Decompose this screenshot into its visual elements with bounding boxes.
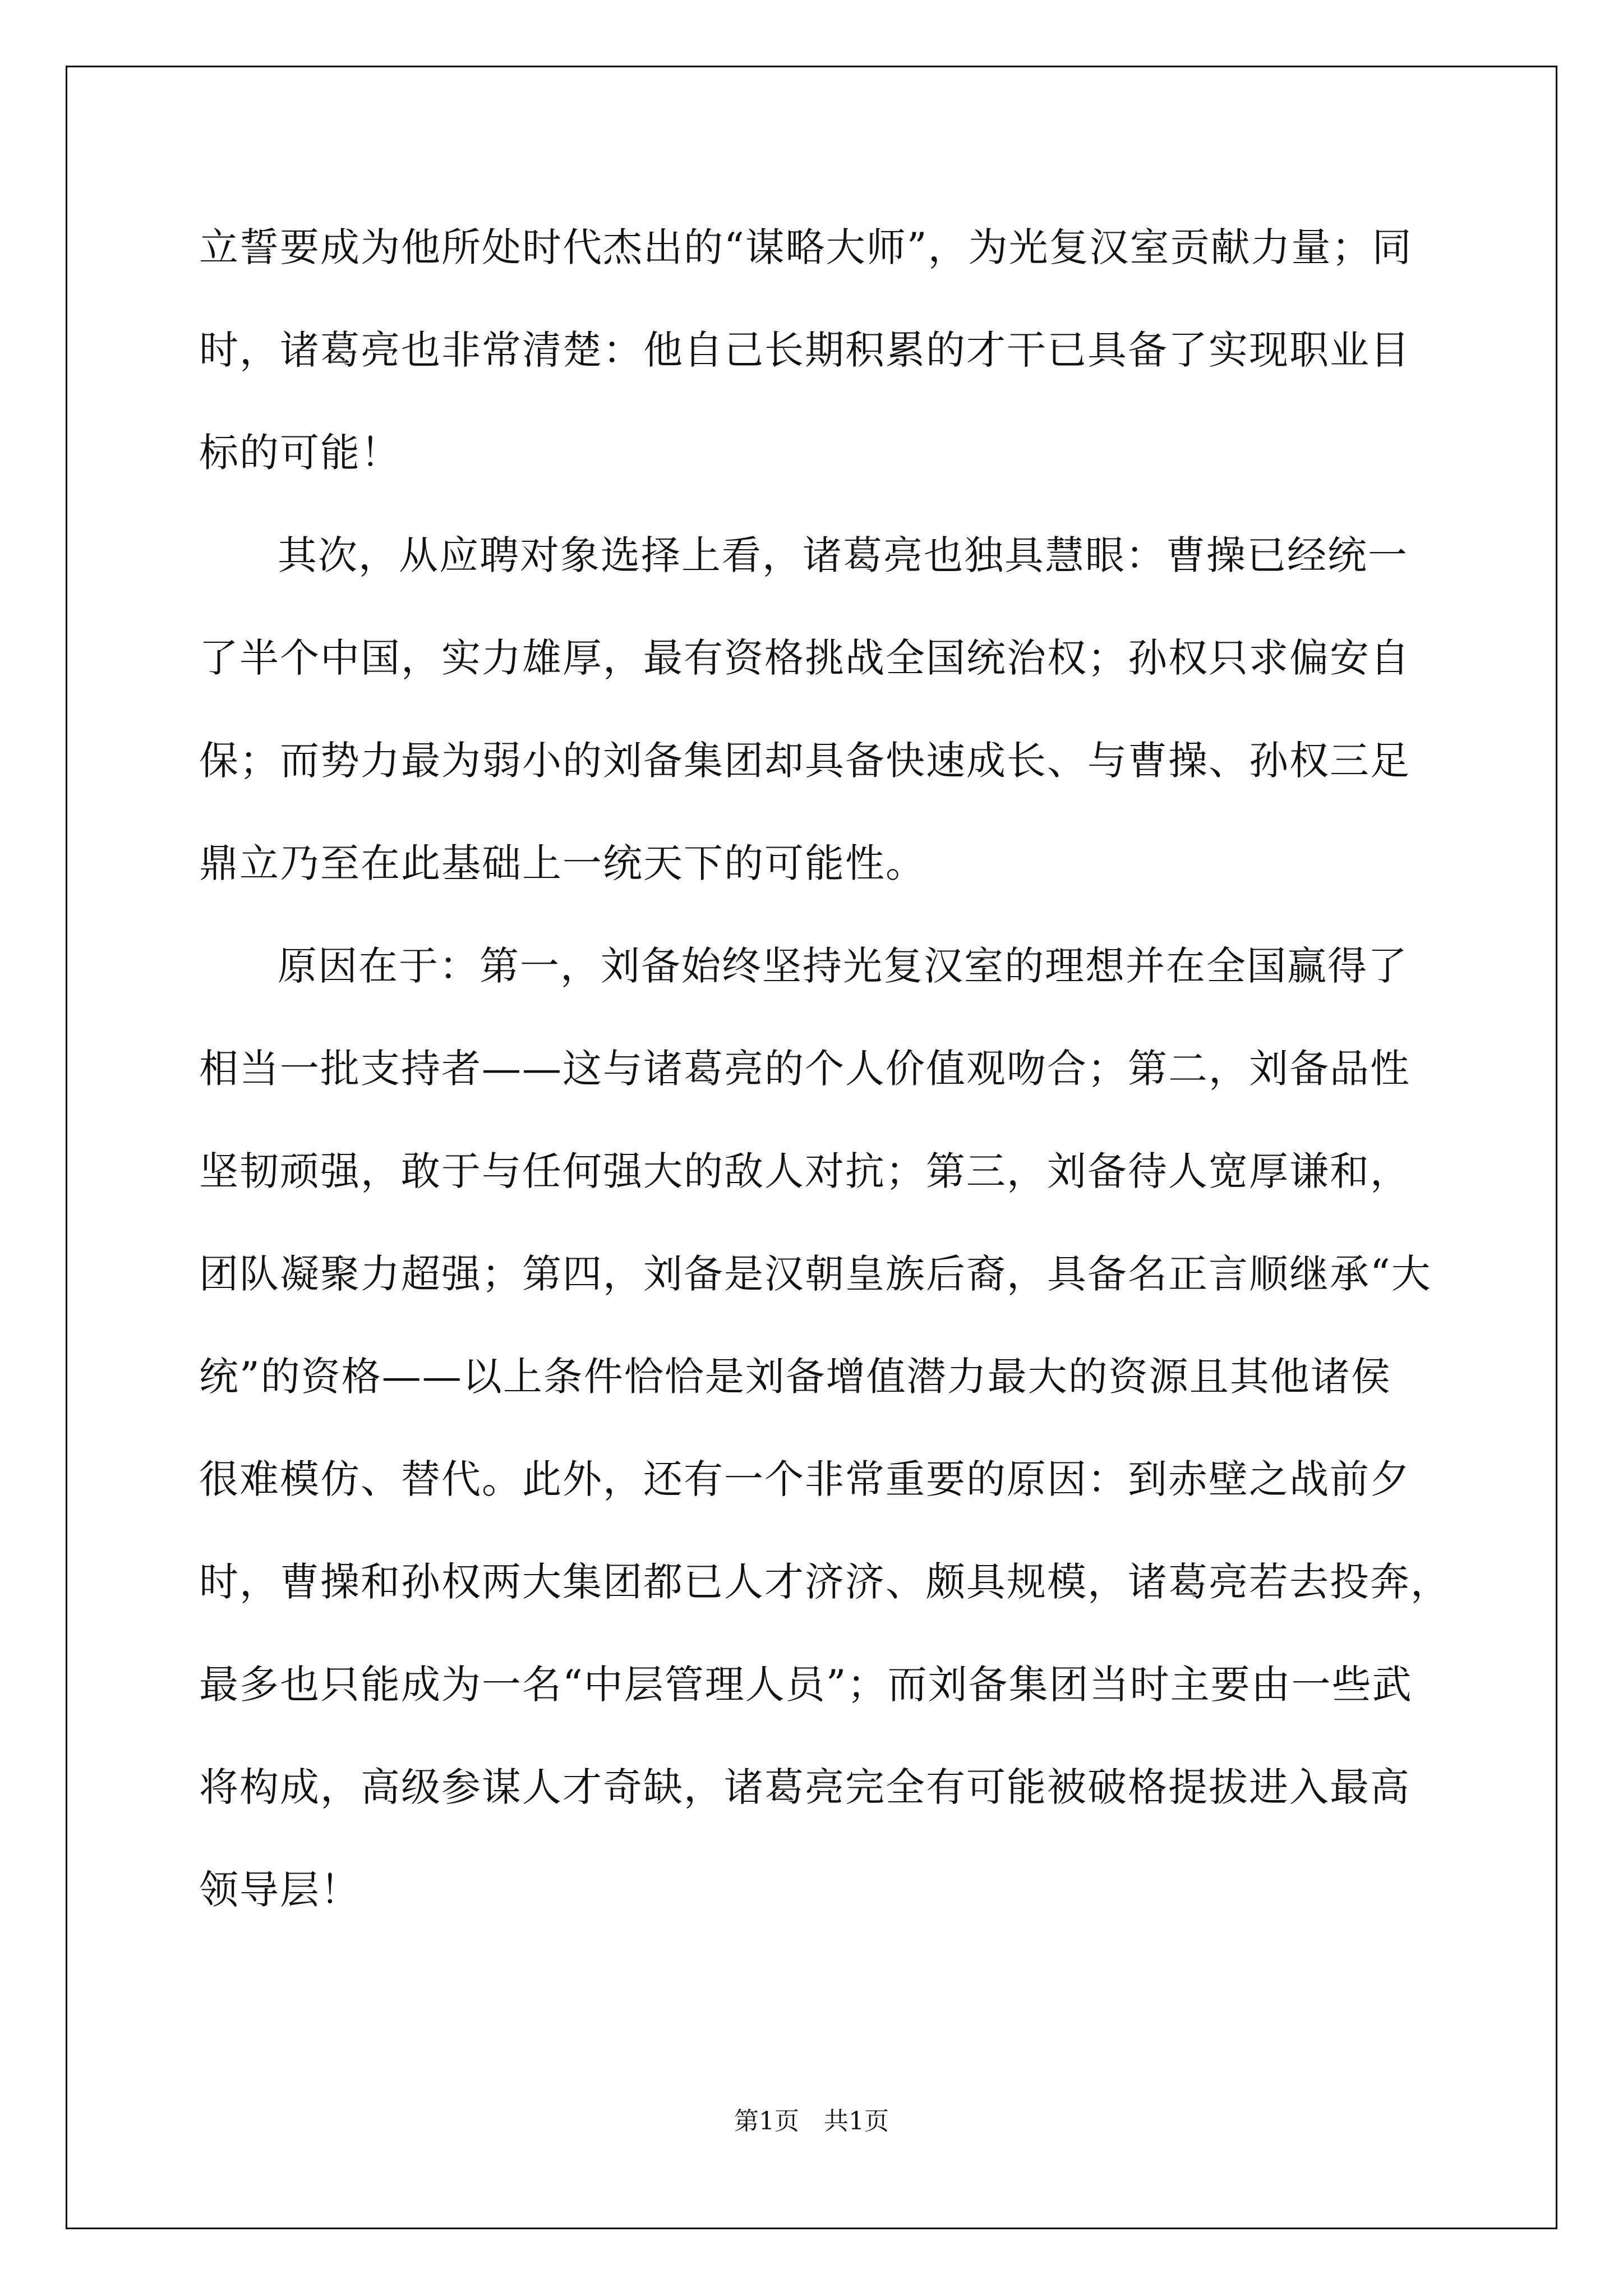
text-line: 标的可能！ xyxy=(199,430,401,476)
text-line: 立誓要成为他所处时代杰出的“谋略大师”，为光复汉室贡献力量；同 xyxy=(199,224,1413,270)
document-body xyxy=(199,196,1450,1941)
text-line: 坚韧顽强，敢于与任何强大的敌人对抗；第三，刘备待人宽厚谦和， xyxy=(199,1148,1410,1194)
text-line: 鼎立乃至在此基础上一统天下的可能性。 xyxy=(199,840,926,886)
text-line: 保；而势力最为弱小的刘备集团却具备快速成长、与曹操、孙权三足 xyxy=(199,738,1410,784)
text-line: 将构成，高级参谋人才奇缺，诸葛亮完全有可能被破格提拔进入最高 xyxy=(199,1764,1410,1810)
paragraph-start-line: 其次，从应聘对象选择上看，诸葛亮也独具慧眼：曹操已经统一 xyxy=(278,532,1408,578)
page-number-footer: 第1页 共1页 xyxy=(734,2107,889,2136)
text-line: 相当一批支持者——这与诸葛亮的个人价值观吻合；第二，刘备品性 xyxy=(199,1046,1410,1092)
text-line: 统”的资格——以上条件恰恰是刘备增值潜力最大的资源且其他诸侯 xyxy=(199,1354,1391,1400)
text-line: 时，诸葛亮也非常清楚：他自己长期积累的才干已具备了实现职业目 xyxy=(199,327,1410,373)
text-line: 领导层！ xyxy=(199,1867,361,1913)
text-line: 很难模仿、替代。此外，还有一个非常重要的原因：到赤壁之战前夕 xyxy=(199,1456,1410,1502)
text-line: 了半个中国，实力雄厚，最有资格挑战全国统治权；孙权只求偏安自 xyxy=(199,635,1410,681)
text-line: 最多也只能成为一名“中层管理人员”；而刘备集团当时主要由一些武 xyxy=(199,1662,1413,1708)
paragraph-start-line: 原因在于：第一，刘备始终坚持光复汉室的理想并在全国赢得了 xyxy=(278,943,1408,989)
text-line: 时，曹操和孙权两大集团都已人才济济、颇具规模，诸葛亮若去投奔， xyxy=(199,1559,1451,1605)
text-line: 团队凝聚力超强；第四，刘备是汉朝皇族后裔，具备名正言顺继承“大 xyxy=(199,1251,1432,1297)
